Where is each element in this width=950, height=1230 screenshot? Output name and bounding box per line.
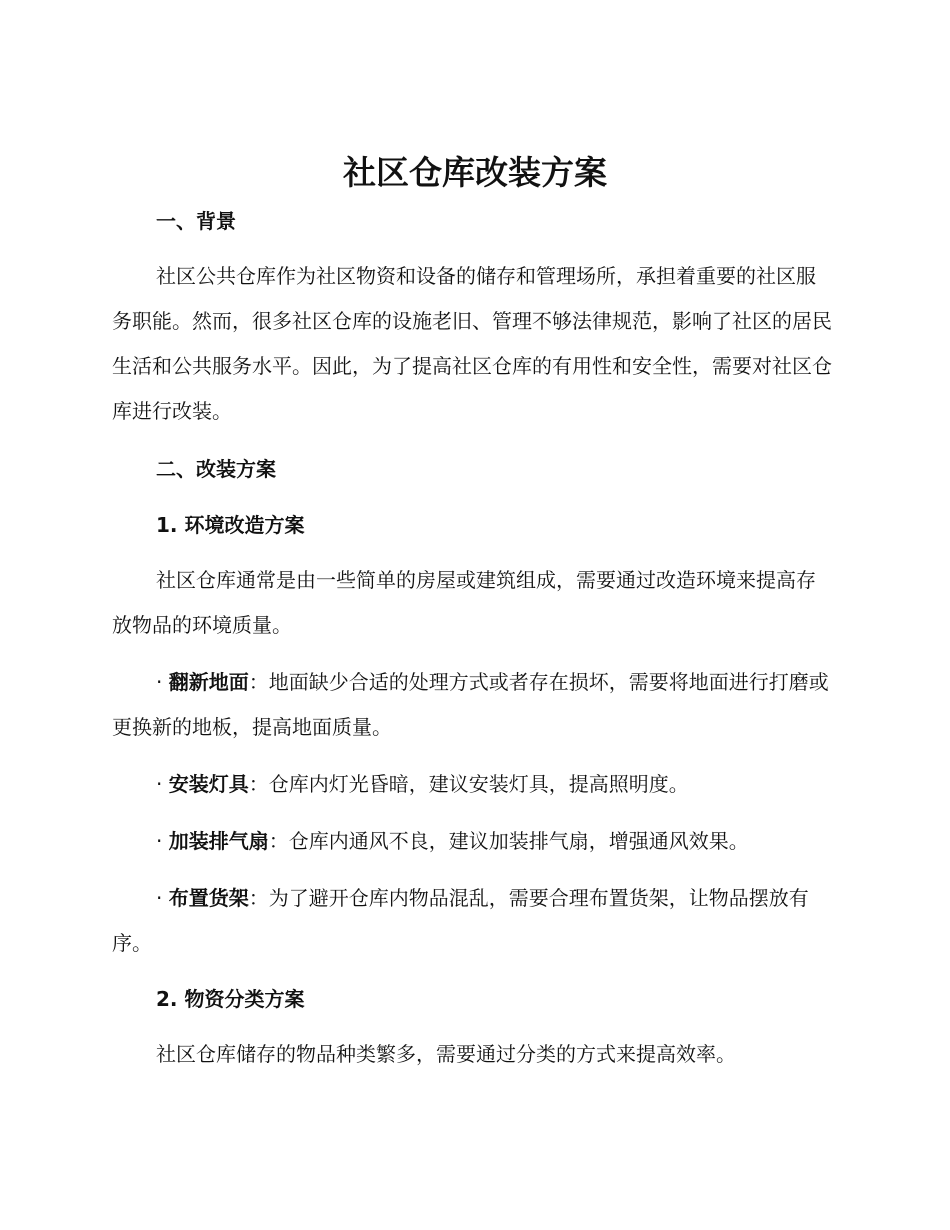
- bullet-marker: ·: [156, 772, 169, 796]
- bullet-marker: ·: [156, 829, 169, 853]
- bullet-separator: ：: [248, 886, 269, 910]
- bullet-marker: ·: [156, 886, 169, 910]
- bullet-term: 翻新地面: [168, 670, 249, 694]
- bullet-text: 为了避开仓库内物品混乱，需要合理布置货架，让物品摆放有序。: [112, 886, 809, 955]
- subsection-heading-environment: 1. 环境改造方案: [156, 513, 305, 537]
- environment-paragraph: 社区仓库通常是由一些简单的房屋或建筑组成，需要通过改造环境来提高存放物品的环境质量。: [112, 568, 816, 637]
- document-body: [112, 200, 832, 1077]
- bullet-item-floor: [112, 660, 832, 750]
- bullet-item-lights: [112, 762, 832, 807]
- bullet-separator: ：: [248, 772, 269, 796]
- bullet-item-fan: [112, 819, 832, 864]
- bullet-text: 仓库内通风不良，建议加装排气扇，增强通风效果。: [288, 829, 749, 853]
- bullet-term: 布置货架: [168, 886, 249, 910]
- section-heading-plan: 二、改装方案: [156, 457, 276, 481]
- section-heading-background: 一、背景: [156, 209, 236, 233]
- document-title: 社区仓库改装方案: [343, 153, 607, 192]
- bullet-marker: ·: [156, 670, 169, 694]
- subsection-heading-classification: 2. 物资分类方案: [156, 987, 305, 1011]
- background-paragraph: 社区公共仓库作为社区物资和设备的储存和管理场所，承担着重要的社区服务职能。然而，很多社区仓库的设施老旧、管理不够法律规范，影响了社区的居民生活和公共服务水平。因此，为了提高社区仓库的有用性和安全性，需要对社区仓库进行改装。: [112, 264, 832, 423]
- bullet-item-shelves: [112, 876, 832, 966]
- bullet-term: 安装灯具: [168, 772, 249, 796]
- bullet-text: 地面缺少合适的处理方式或者存在损坏，需要将地面进行打磨或更换新的地板，提高地面质量。: [112, 670, 829, 739]
- bullet-term: 加装排气扇: [168, 829, 269, 853]
- classification-paragraph: 社区仓库储存的物品种类繁多，需要通过分类的方式来提高效率。: [156, 1042, 736, 1066]
- bullet-text: 仓库内灯光昏暗，建议安装灯具，提高照明度。: [268, 772, 689, 796]
- bullet-separator: ：: [248, 670, 269, 694]
- bullet-separator: ：: [268, 829, 289, 853]
